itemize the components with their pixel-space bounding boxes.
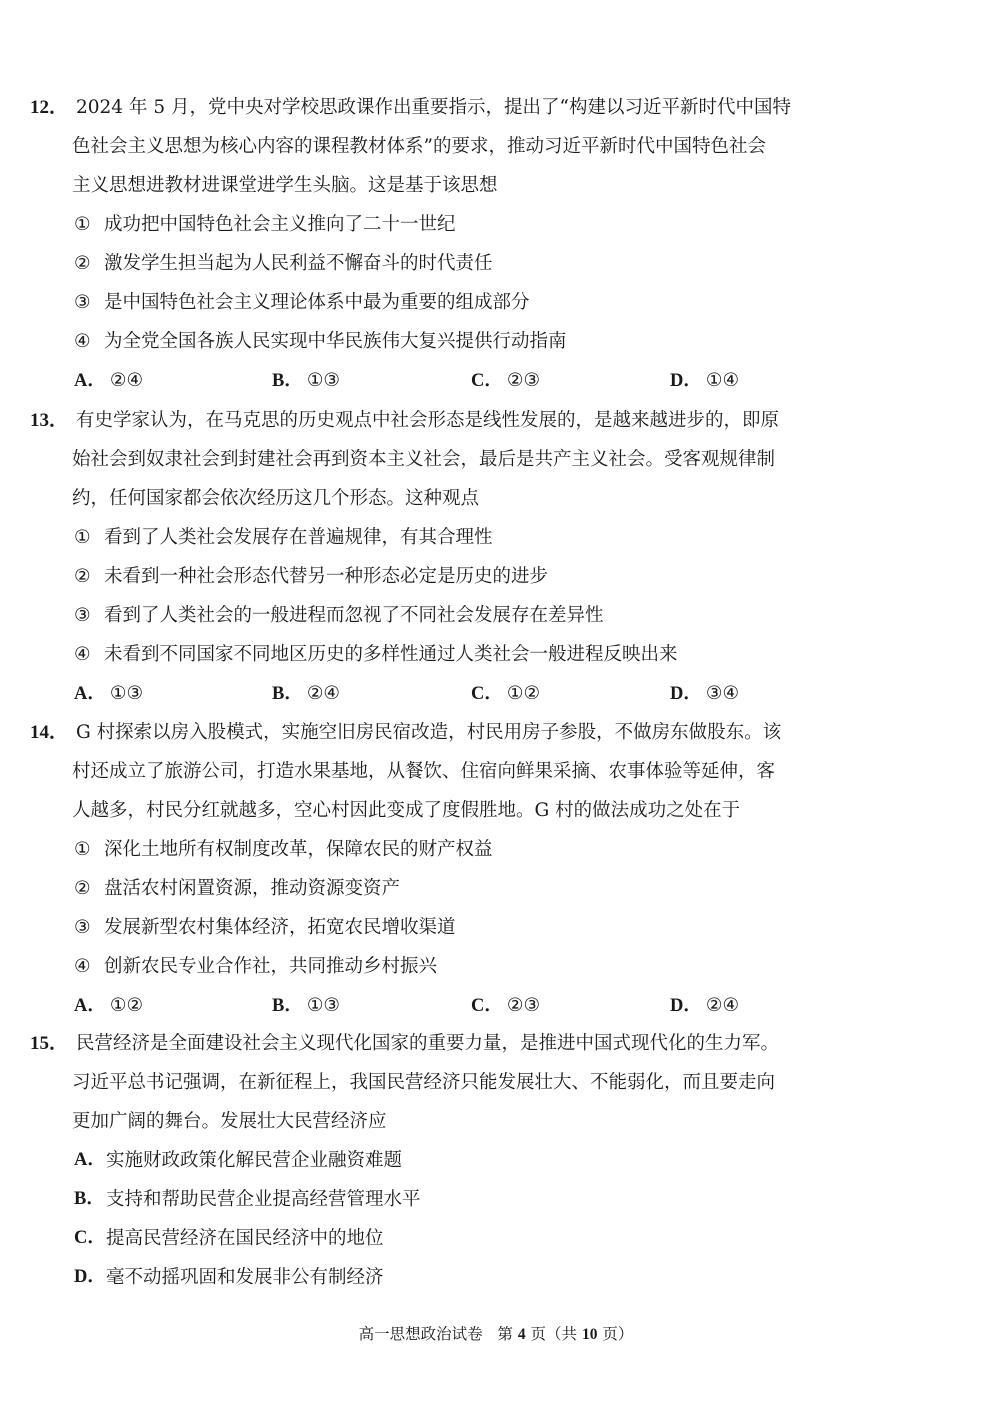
choice-letter: C． xyxy=(471,684,503,704)
choice-text: 支持和帮助民营企业提高经营管理水平 xyxy=(106,1189,421,1210)
question-15 xyxy=(30,1024,850,1297)
choice-answer: ②③ xyxy=(506,995,541,1016)
question-12 xyxy=(30,88,850,400)
choice-answer: ②④ xyxy=(705,995,740,1016)
question-stem-line xyxy=(30,88,850,127)
statement-mark: ③ xyxy=(74,605,91,626)
statement-text: 创新农民专业合作社，共同推动乡村振兴 xyxy=(104,956,438,977)
choice-d[interactable] xyxy=(670,361,739,401)
statement-text: 激发学生担当起为人民利益不懈奋斗的时代责任 xyxy=(104,253,493,274)
stem-text: 民营经济是全面建设社会主义现代化国家的重要力量，是推进中国式现代化的生力军。 xyxy=(76,1033,780,1054)
statement-item xyxy=(30,244,850,283)
choice-letter: B． xyxy=(272,684,303,704)
statement-text: 盘活农村闲置资源，推动资源变资产 xyxy=(104,878,401,899)
statement-mark: ① xyxy=(74,527,91,548)
choice-answer: ①④ xyxy=(705,370,740,391)
statement-item xyxy=(30,518,850,557)
question-stem-line xyxy=(30,166,850,205)
stem-text: 更加广阔的舞台。发展壮大民营经济应 xyxy=(72,1111,387,1132)
statement-text: 成功把中国特色社会主义推向了二十一世纪 xyxy=(104,214,456,235)
choice-letter: D． xyxy=(670,684,702,704)
question-number: 15． xyxy=(30,1033,69,1054)
choice-text: 提高民营经济在国民经济中的地位 xyxy=(106,1228,384,1249)
statement-mark: ④ xyxy=(74,956,91,977)
question-stem-line xyxy=(30,713,850,752)
statement-mark: ② xyxy=(74,878,91,899)
statement-item xyxy=(30,830,850,869)
choice-letter: D． xyxy=(670,371,702,391)
choice-answer: ①② xyxy=(109,995,144,1016)
answer-choices xyxy=(30,674,850,713)
choice-d[interactable] xyxy=(670,674,739,714)
choice-answer: ①③ xyxy=(306,370,341,391)
stem-text: 约，任何国家都会依次经历这几个形态。这种观点 xyxy=(72,488,480,509)
answer-choices xyxy=(30,361,850,400)
choice-letter: A． xyxy=(74,371,106,391)
stem-text: 2024 年 5 月，党中央对学校思政课作出重要指示，提出了“构建以习近平新时代中国特 xyxy=(76,97,791,118)
statement-text: 未看到一种社会形态代替另一种形态必定是历史的进步 xyxy=(104,566,549,587)
footer-page-number: 4 xyxy=(517,1326,526,1343)
statement-text: 看到了人类社会发展存在普遍规律，有其合理性 xyxy=(104,527,493,548)
choice-b[interactable] xyxy=(30,1180,850,1219)
stem-text: 始社会到奴隶社会到封建社会再到资本主义社会，最后是共产主义社会。受客观规律制 xyxy=(72,449,776,470)
footer-subject: 高一思想政治试卷 xyxy=(358,1325,483,1343)
choice-letter: B． xyxy=(74,1189,105,1209)
question-stem-line xyxy=(30,479,850,518)
question-number: 12． xyxy=(30,97,69,118)
choice-answer: ①② xyxy=(506,683,541,704)
stem-text: 主义思想进教材进课堂进学生头脑。这是基于该思想 xyxy=(72,175,498,196)
statement-mark: ② xyxy=(74,566,91,587)
question-stem-line xyxy=(30,127,850,166)
choice-a[interactable] xyxy=(74,361,143,401)
choice-letter: C． xyxy=(74,1228,106,1248)
question-13 xyxy=(30,401,850,713)
stem-text: 村还成立了旅游公司，打造水果基地，从餐饮、住宿向鲜果采摘、农事体验等延伸，客 xyxy=(72,761,776,782)
statement-mark: ③ xyxy=(74,917,91,938)
statement-item xyxy=(30,908,850,947)
choice-letter: B． xyxy=(272,996,303,1016)
statement-item xyxy=(30,635,850,674)
question-stem-line xyxy=(30,1102,850,1141)
choice-b[interactable] xyxy=(272,986,340,1026)
footer-total-pages: 10 xyxy=(581,1326,598,1343)
statement-mark: ① xyxy=(74,214,91,235)
question-stem-line xyxy=(30,752,850,791)
choice-text: 实施财政政策化解民营企业融资难题 xyxy=(106,1150,403,1171)
question-number: 14． xyxy=(30,722,69,743)
choice-b[interactable] xyxy=(272,361,340,401)
choice-letter: D． xyxy=(670,996,702,1016)
choice-letter: A． xyxy=(74,1150,106,1170)
statement-mark: ④ xyxy=(74,644,91,665)
statement-item xyxy=(30,869,850,908)
statement-text: 深化土地所有权制度改革，保障农民的财产权益 xyxy=(104,839,493,860)
choice-answer: ①③ xyxy=(109,683,144,704)
choice-a[interactable] xyxy=(74,674,143,714)
choice-answer: ①③ xyxy=(306,995,341,1016)
question-stem-line xyxy=(30,440,850,479)
statement-item xyxy=(30,283,850,322)
statement-text: 看到了人类社会的一般进程而忽视了不同社会发展存在差异性 xyxy=(104,605,604,626)
statement-item xyxy=(30,205,850,244)
choice-letter: A． xyxy=(74,684,106,704)
choice-c[interactable] xyxy=(471,986,540,1026)
footer-page-prefix: 第 xyxy=(497,1325,513,1343)
question-number: 13． xyxy=(30,410,69,431)
choice-c[interactable] xyxy=(471,674,540,714)
statement-text: 是中国特色社会主义理论体系中最为重要的组成部分 xyxy=(104,292,530,313)
page-footer xyxy=(0,1320,992,1349)
choice-answer: ②③ xyxy=(506,370,541,391)
choice-letter: D． xyxy=(74,1267,106,1287)
choice-a[interactable] xyxy=(30,1141,850,1180)
choice-letter: C． xyxy=(471,996,503,1016)
statement-text: 发展新型农村集体经济，拓宽农民增收渠道 xyxy=(104,917,456,938)
choice-d[interactable] xyxy=(670,986,739,1026)
choice-text: 毫不动摇巩固和发展非公有制经济 xyxy=(106,1267,384,1288)
stem-text: 有史学家认为，在马克思的历史观点中社会形态是线性发展的，是越来越进步的，即原 xyxy=(76,410,780,431)
choice-c[interactable] xyxy=(471,361,540,401)
footer-page-suffix: 页） xyxy=(602,1325,634,1343)
question-stem-line xyxy=(30,791,850,830)
choice-a[interactable] xyxy=(74,986,143,1026)
statement-mark: ② xyxy=(74,253,91,274)
choice-answer: ③④ xyxy=(705,683,740,704)
statement-item xyxy=(30,596,850,635)
choice-answer: ②④ xyxy=(306,683,341,704)
choice-b[interactable] xyxy=(272,674,340,714)
footer-page-mid: 页（共 xyxy=(530,1325,578,1343)
statement-mark: ① xyxy=(74,839,91,860)
choice-letter: B． xyxy=(272,371,303,391)
question-14 xyxy=(30,713,850,1025)
question-stem-line xyxy=(30,1024,850,1063)
choice-d[interactable] xyxy=(30,1258,850,1297)
stem-text: 人越多，村民分红就越多，空心村因此变成了度假胜地。G 村的做法成功之处在于 xyxy=(72,800,741,821)
stem-text: 习近平总书记强调，在新征程上，我国民营经济只能发展壮大、不能弱化，而且要走向 xyxy=(72,1072,776,1093)
statement-item xyxy=(30,322,850,361)
statement-mark: ③ xyxy=(74,292,91,313)
choice-answer: ②④ xyxy=(109,370,144,391)
choice-letter: A． xyxy=(74,996,106,1016)
choice-c[interactable] xyxy=(30,1219,850,1258)
statement-item xyxy=(30,947,850,986)
statement-text: 为全党全国各族人民实现中华民族伟大复兴提供行动指南 xyxy=(104,331,567,352)
choice-letter: C． xyxy=(471,371,503,391)
question-stem-line xyxy=(30,1063,850,1102)
statement-item xyxy=(30,557,850,596)
stem-text: G 村探索以房入股模式，实施空旧房民宿改造，村民用房子参股，不做房东做股东。该 xyxy=(76,722,782,743)
question-stem-line xyxy=(30,401,850,440)
stem-text: 色社会主义思想为核心内容的课程教材体系”的要求，推动习近平新时代中国特色社会 xyxy=(72,136,766,157)
statement-text: 未看到不同国家不同地区历史的多样性通过人类社会一般进程反映出来 xyxy=(104,644,678,665)
answer-choices xyxy=(30,986,850,1025)
statement-mark: ④ xyxy=(74,331,91,352)
